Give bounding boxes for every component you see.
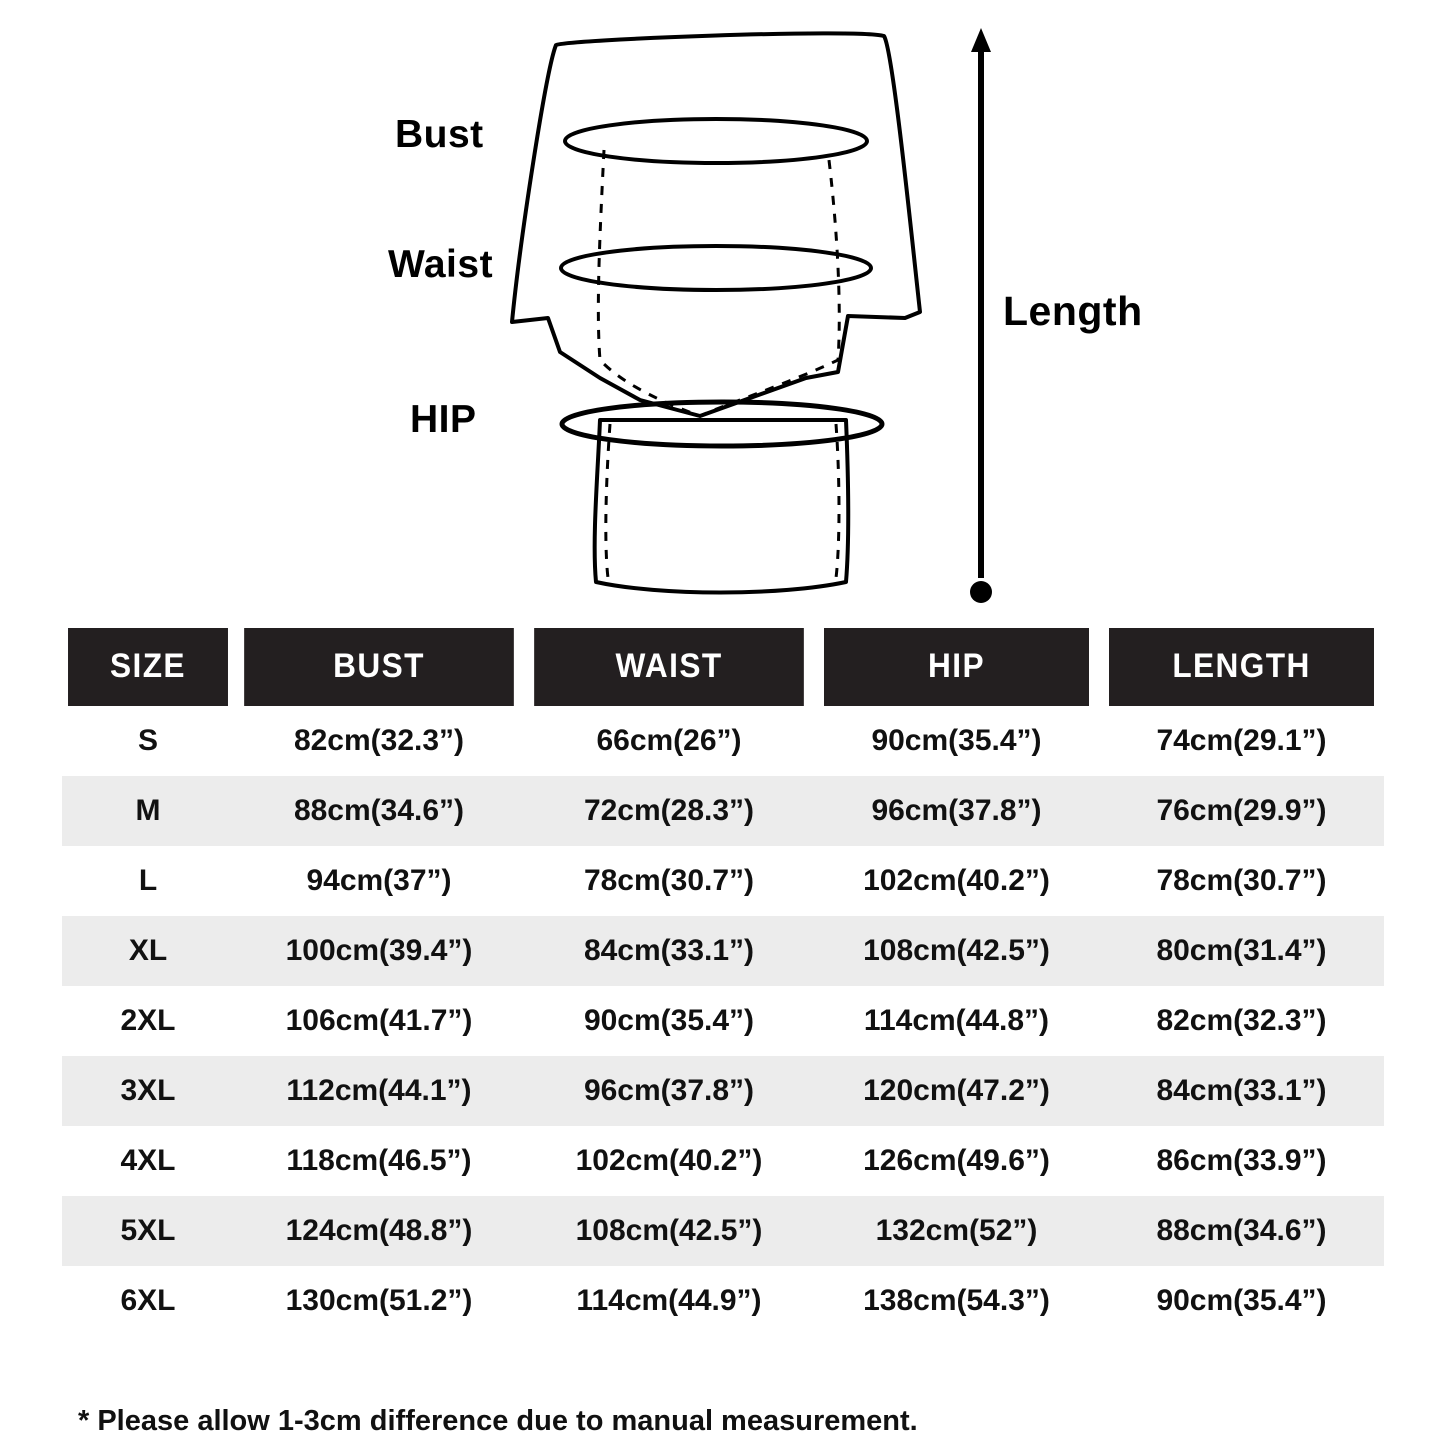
cell-measurement: 126cm(49.6”) (863, 1144, 1050, 1177)
cell-measurement: 82cm(32.3”) (293, 724, 465, 757)
table-header (62, 628, 1384, 706)
top-outline (512, 33, 920, 416)
table-row (62, 1056, 1384, 1126)
cell-size: 2XL (120, 1004, 176, 1037)
bust-label: Bust (395, 113, 484, 156)
cell-measurement: 124cm(48.8”) (285, 1214, 473, 1247)
cell-measurement: 112cm(44.1”) (286, 1074, 472, 1107)
measurement-footnote: * Please allow 1-3cm difference due to manual measurement. (78, 1405, 918, 1437)
cell-measurement: 94cm(37”) (306, 864, 452, 897)
cell-measurement: 80cm(31.4”) (1156, 934, 1327, 967)
table-body (62, 706, 1384, 1336)
cell-measurement: 120cm(47.2”) (863, 1074, 1050, 1107)
cell-size: 5XL (120, 1214, 176, 1247)
cell-measurement: 74cm(29.1”) (1156, 724, 1327, 757)
table-header-row (62, 628, 1384, 706)
table-row (62, 1266, 1384, 1336)
cell-measurement: 88cm(34.6”) (293, 794, 465, 827)
table-row (62, 1196, 1384, 1266)
cell-measurement: 76cm(29.9”) (1156, 794, 1327, 827)
cell-measurement: 100cm(39.4”) (285, 934, 473, 967)
cell-measurement: 138cm(54.3”) (863, 1284, 1050, 1317)
size-chart-table (62, 628, 1384, 1336)
cell-measurement: 106cm(41.7”) (285, 1004, 473, 1037)
column-header-length: LENGTH (1109, 628, 1374, 706)
cell-measurement: 90cm(35.4”) (871, 724, 1042, 757)
cell-measurement: 96cm(37.8”) (583, 1074, 755, 1107)
cell-measurement: 78cm(30.7”) (583, 864, 755, 897)
cell-size: S (137, 724, 158, 757)
cell-size: 4XL (120, 1144, 176, 1177)
cell-measurement: 78cm(30.7”) (1156, 864, 1327, 897)
table-row (62, 916, 1384, 986)
table-row (62, 776, 1384, 846)
cell-size: M (135, 794, 161, 827)
cell-measurement: 90cm(35.4”) (583, 1004, 755, 1037)
cell-measurement: 90cm(35.4”) (1156, 1284, 1327, 1317)
cell-measurement: 72cm(28.3”) (583, 794, 755, 827)
cell-measurement: 132cm(52”) (875, 1214, 1038, 1247)
cell-measurement: 88cm(34.6”) (1156, 1214, 1327, 1247)
cell-measurement: 114cm(44.9”) (576, 1284, 762, 1317)
column-header-bust: BUST (244, 628, 514, 706)
length-label: Length (1003, 288, 1143, 334)
table-row (62, 1126, 1384, 1196)
column-header-size: SIZE (68, 628, 228, 706)
table-row (62, 706, 1384, 776)
cell-size: XL (128, 934, 168, 967)
hip-label: HIP (410, 398, 477, 441)
length-arrow-head-top (971, 28, 991, 52)
cell-measurement: 114cm(44.8”) (863, 1004, 1050, 1037)
cell-measurement: 82cm(32.3”) (1156, 1004, 1327, 1037)
cell-measurement: 102cm(40.2”) (863, 864, 1050, 897)
table-row (62, 986, 1384, 1056)
cell-measurement: 96cm(37.8”) (871, 794, 1042, 827)
cell-measurement: 84cm(33.1”) (583, 934, 755, 967)
length-arrow-head-bottom (970, 581, 992, 603)
column-header-hip: HIP (824, 628, 1089, 706)
cell-size: L (138, 864, 158, 897)
cell-measurement: 102cm(40.2”) (575, 1144, 763, 1177)
column-header-waist: WAIST (534, 628, 804, 706)
cell-measurement: 130cm(51.2”) (285, 1284, 473, 1317)
cell-measurement: 108cm(42.5”) (863, 934, 1050, 967)
cell-measurement: 84cm(33.1”) (1156, 1074, 1327, 1107)
cell-measurement: 108cm(42.5”) (575, 1214, 763, 1247)
waist-label: Waist (388, 243, 494, 286)
cell-size: 6XL (120, 1284, 176, 1317)
cell-size: 3XL (120, 1074, 176, 1107)
table-row (62, 846, 1384, 916)
cell-measurement: 86cm(33.9”) (1156, 1144, 1327, 1177)
cell-measurement: 66cm(26”) (596, 724, 742, 757)
garment-illustration (0, 0, 1445, 620)
cell-measurement: 118cm(46.5”) (286, 1144, 472, 1177)
garment-diagram (0, 0, 1445, 620)
